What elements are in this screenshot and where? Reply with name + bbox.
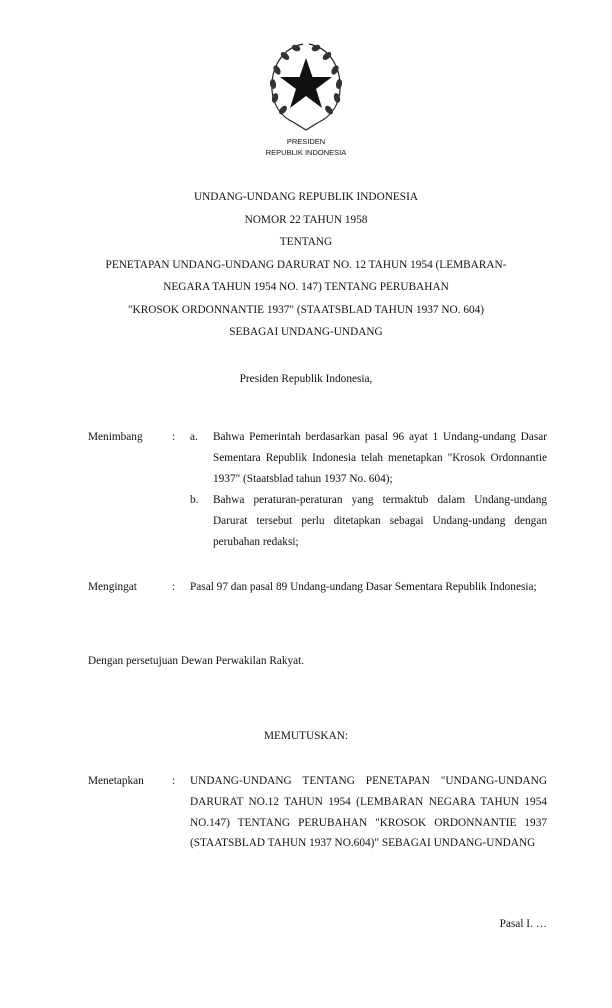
section-label: Menimbang: [88, 431, 143, 443]
item-text: Bahwa Pemerintah berdasarkan pasal 96 ayat 1 Undang-undang Dasar Sementara Republik Indonesia telah menetapkan "Krosok Ordonnantie 1937" (Staatsblad tahun 1937 No. 604);: [213, 431, 547, 485]
section-body: Pasal 97 dan pasal 89 Undang-undang Dasar Sementara Republik Indonesia;: [190, 581, 537, 593]
section-label: Menetapkan: [88, 775, 144, 787]
colon: :: [172, 775, 176, 787]
next-page-reference: Pasal I. …: [499, 918, 547, 930]
title-line: PENETAPAN UNDANG-UNDANG DARURAT NO. 12 TAHUN 1954 (LEMBARAN-: [105, 258, 507, 271]
opening-line: Presiden Republik Indonesia,: [239, 373, 373, 385]
letterhead-line2: REPUBLIK INDONESIA: [265, 148, 347, 157]
approval-statement: Dengan persetujuan Dewan Perwakilan Rakyat.: [88, 655, 305, 667]
section-body: UNDANG-UNDANG TENTANG PENETAPAN "UNDANG-UNDANG DARURAT NO.12 TAHUN 1954 (LEMBARAN NEGARA TAHUN 1954 NO.147) TENTANG PERUBAHAN "KROSOK ORDONNANTIE 1937 (STAATSBLAD TAHUN 1937 NO.604)" SEBAGAI UNDANG-UNDANG: [190, 775, 547, 850]
letterhead-line1: PRESIDEN: [286, 137, 326, 146]
section-body: [190, 427, 547, 553]
title-line: NEGARA TAHUN 1954 NO. 147) TENTANG PERUBAHAN: [163, 281, 449, 293]
title-line: UNDANG-UNDANG REPUBLIK INDONESIA: [193, 191, 419, 203]
star-wreath-icon: [263, 38, 349, 132]
title-line: TENTANG: [279, 236, 333, 248]
title-line: "KROSOK ORDONNANTIE 1937" (STAATSBLAD TAHUN 1937 NO. 604): [127, 303, 485, 316]
title-line: NOMOR 22 TAHUN 1958: [244, 213, 368, 226]
item-text: Bahwa peraturan-peraturan yang termaktub dalam Undang-undang Darurat tersebut perlu ditetapkan sebagai Undang-undang dengan perubahan redaksi;: [213, 494, 547, 548]
document-title: [0, 186, 612, 344]
list-item: [190, 427, 547, 489]
list-item: [190, 490, 547, 552]
colon: :: [172, 431, 176, 443]
decision-heading: MEMUTUSKAN:: [263, 730, 349, 742]
section-label: Mengingat: [88, 581, 137, 593]
colon: :: [172, 581, 176, 593]
item-marker: b.: [190, 494, 199, 507]
letterhead: [0, 136, 612, 158]
item-marker: a.: [190, 431, 198, 443]
state-emblem: [263, 38, 349, 132]
title-line: SEBAGAI UNDANG-UNDANG: [229, 326, 383, 338]
